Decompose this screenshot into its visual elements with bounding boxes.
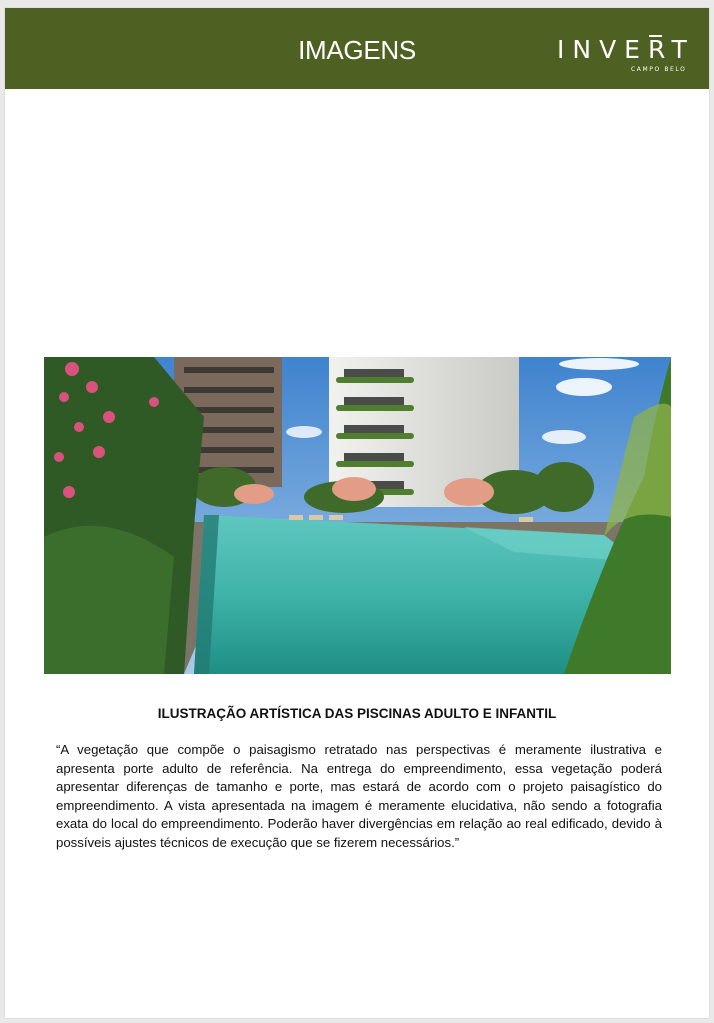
logo-subtitle: CAMPO BELO xyxy=(631,66,687,73)
pool-rendering-image xyxy=(44,357,671,674)
invert-logo xyxy=(557,35,699,75)
document-page xyxy=(5,8,709,1018)
header-bar xyxy=(5,8,709,89)
logo-word: INVERT xyxy=(557,35,695,64)
disclaimer-text: “A vegetação que compõe o paisagismo retratado nas perspectivas é meramente ilustrativa e apresenta porte adulto de referência. Na entrega do empreendimento, essa vegetação poderá apresentar diferenças de tamanho e porte, mas estará de acordo com o projeto paisagístico do empreendimento. A vista apresentada na imagem é meramente elucidativa, não sendo a fotografia exata do local do empreendimento. Poderão haver divergências em relação ao real edificado, devido à possíveis ajustes técnicos de execução que se fizerem necessários.” xyxy=(56,742,662,850)
image-caption: ILUSTRAÇÃO ARTÍSTICA DAS PISCINAS ADULTO E INFANTIL xyxy=(157,706,557,721)
page-title: IMAGENS xyxy=(298,35,416,65)
